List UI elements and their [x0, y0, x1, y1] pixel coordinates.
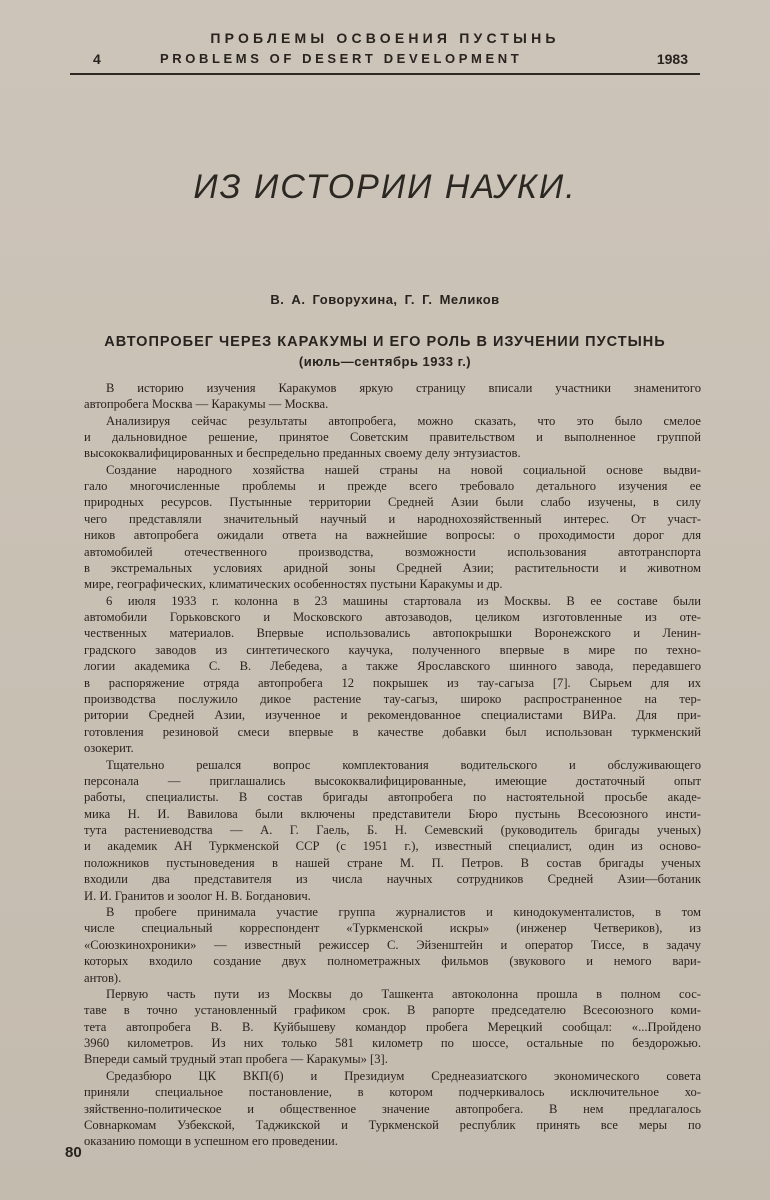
article-title: АВТОПРОБЕГ ЧЕРЕЗ КАРАКУМЫ И ЕГО РОЛЬ В ИЗУЧЕНИИ ПУСТЫНЬ [104, 334, 666, 350]
body-line: положников пустыноведения в нашей стране М. П. Петров. В состав бригады ученых [84, 856, 701, 870]
body-line: тета автопробега В. В. Куйбышеву командор пробега Мерецкий сообщал: «...Пройдено [84, 1020, 701, 1034]
article-subtitle: (июль—сентябрь 1933 г.) [298, 354, 472, 369]
issue-number: 4 [93, 51, 101, 67]
body-line: И. И. Гранитов и зоолог Н. В. Богданович. [84, 889, 311, 903]
body-line: тута растениеводства — А. Г. Гаель, Б. Н. Семевский (руководитель бригады ученых) [84, 823, 701, 837]
body-line: приняли специальное постановление, в котором подчеркивалось исключительное хо- [84, 1085, 701, 1099]
header-english-row [70, 49, 700, 71]
running-header [70, 30, 700, 78]
body-line: которых входило создание двух полнометражных фильмов (звукового и немого вари- [84, 954, 701, 968]
body-line: мика Н. И. Вавилова были включены представители Бюро пустынь Всесоюзного инсти- [84, 807, 701, 821]
body-line: «Союзкинохроники» — известный режиссер С. Эйзенштейн и оператор Тиссе, в задачу [84, 938, 701, 952]
body-line: чественных материалов. Впервые использовались автопокрышки Воронежского и Ленин- [84, 626, 701, 640]
body-line: автомобилей отечественного производства, возможности использования автотранспорта [84, 545, 701, 559]
body-line: Впереди самый трудный этап пробега — Каракумы» [3]. [84, 1052, 388, 1066]
body-line: Создание народного хозяйства нашей страны на новой социальной основе выдви- [106, 463, 701, 477]
authors: В. А. Говорухина, Г. Г. Меликов [270, 292, 500, 307]
body-line: Средазбюро ЦК ВКП(б) и Президиум Среднеазиатского экономического совета [106, 1069, 701, 1083]
body-line: таве в точно установленный графиком срок. В рапорте председателю Всесоюзного коми- [84, 1003, 701, 1017]
body-line: В историю изучения Каракумов яркую страницу вписали участники знаменитого [106, 381, 701, 395]
body-line: и академик АН Туркменской ССР (с 1951 г.), известный специалист, один из осново- [84, 839, 701, 853]
body-line: автомобили Горьковского и Московского автозаводов, целиком изготовленные из оте- [84, 610, 701, 624]
body-line: и дальновидное решение, принятое Советским правительством и выполненное группой [84, 430, 701, 444]
body-line: в распоряжение отряда автопробега 12 покрышек из тау-сагыза [7]. Сырьем для их [84, 676, 701, 690]
body-line: зяйственно-политическое и общественное значение автопробега. В нем предлагалось [84, 1102, 701, 1116]
body-line: природных ресурсов. Пустынные территории Средней Азии были слабо изучены, в силу [84, 495, 701, 509]
body-line: Первую часть пути из Москвы до Ташкента автоколонна прошла в полном сос- [106, 987, 701, 1001]
body-line: 6 июля 1933 г. колонна в 23 машины стартовала из Москвы. В ее составе были [106, 594, 701, 608]
body-line: гало многочисленные проблемы и прежде всего требовало детального изучения ее [84, 479, 701, 493]
body-line: Совнаркомам Узбекской, Таджикской и Туркменской республик принять все меры по [84, 1118, 701, 1132]
body-line: Тщательно решался вопрос комплектования водительского и обслуживающего [106, 758, 701, 772]
body-line: антов). [84, 971, 122, 985]
journal-title-english: PROBLEMS OF DESERT DEVELOPMENT [160, 51, 523, 66]
page-number: 80 [65, 1144, 82, 1161]
body-line: ников автопробега ожидали ответа на важнейшие вопросы: о проходимости дорог для [84, 528, 701, 542]
journal-title-russian: ПРОБЛЕМЫ ОСВОЕНИЯ ПУСТЫНЬ [210, 30, 560, 46]
body-line: озокерит. [84, 741, 134, 755]
body-line: мире, географических, климатических особенностях пустыни Каракумы и др. [84, 577, 503, 591]
body-line: входили два представителя из числа научных сотрудников Средней Азии—ботаник [84, 872, 701, 886]
body-line: производства послужило дикое растение тау-сагыз, широко распространенное на тер- [84, 692, 701, 706]
body-line: ритории Средней Азии, изученное и рекомендованное специалистами ВИРа. Для при- [84, 708, 701, 722]
body-line: персонала — приглашались высококвалифицированные, имеющие достаточный опыт [84, 774, 701, 788]
body-line: в экстремальных условиях аридной зоны Средней Азии; растительности и животном [84, 561, 701, 575]
body-line: чего представляли значительный научный и народнохозяйственный интерес. От участ- [84, 512, 701, 526]
body-line: работы, специалисты. В состав бригады автопробега по настоятельной просьбе акаде- [84, 790, 701, 804]
body-line: высококвалифицированных и беспредельно преданных своему делу энтузиастов. [84, 446, 521, 460]
body-line: автопробега Москва — Каракумы — Москва. [84, 397, 329, 411]
body-line: числе специальный корреспондент «Туркменской искры» (инженер Четвериков), из [84, 921, 701, 935]
body-line: В пробеге принимала участие группа журналистов и кинодокументалистов, в том [106, 905, 701, 919]
body-line: 3960 километров. Из них только 581 километр по шоссе, остальные по бездорожью. [84, 1036, 701, 1050]
body-line: логии академика С. В. Лебедева, а также Ярославского шинного завода, передавшего [84, 659, 701, 673]
body-line: градского заводов из синтетического каучука, полученного впервые в мире по техно- [84, 643, 701, 657]
section-title: ИЗ ИСТОРИИ НАУКИ. [193, 168, 577, 206]
body-line: оказанию помощи в успешном его проведении. [84, 1134, 338, 1148]
issue-year: 1983 [656, 51, 688, 67]
header-rule [70, 73, 700, 75]
body-line: Анализируя сейчас результаты автопробега, можно сказать, что это было смелое [106, 414, 701, 428]
body-line: готовления резиновой смеси впервые в качестве добавки был использован туркменский [84, 725, 701, 739]
